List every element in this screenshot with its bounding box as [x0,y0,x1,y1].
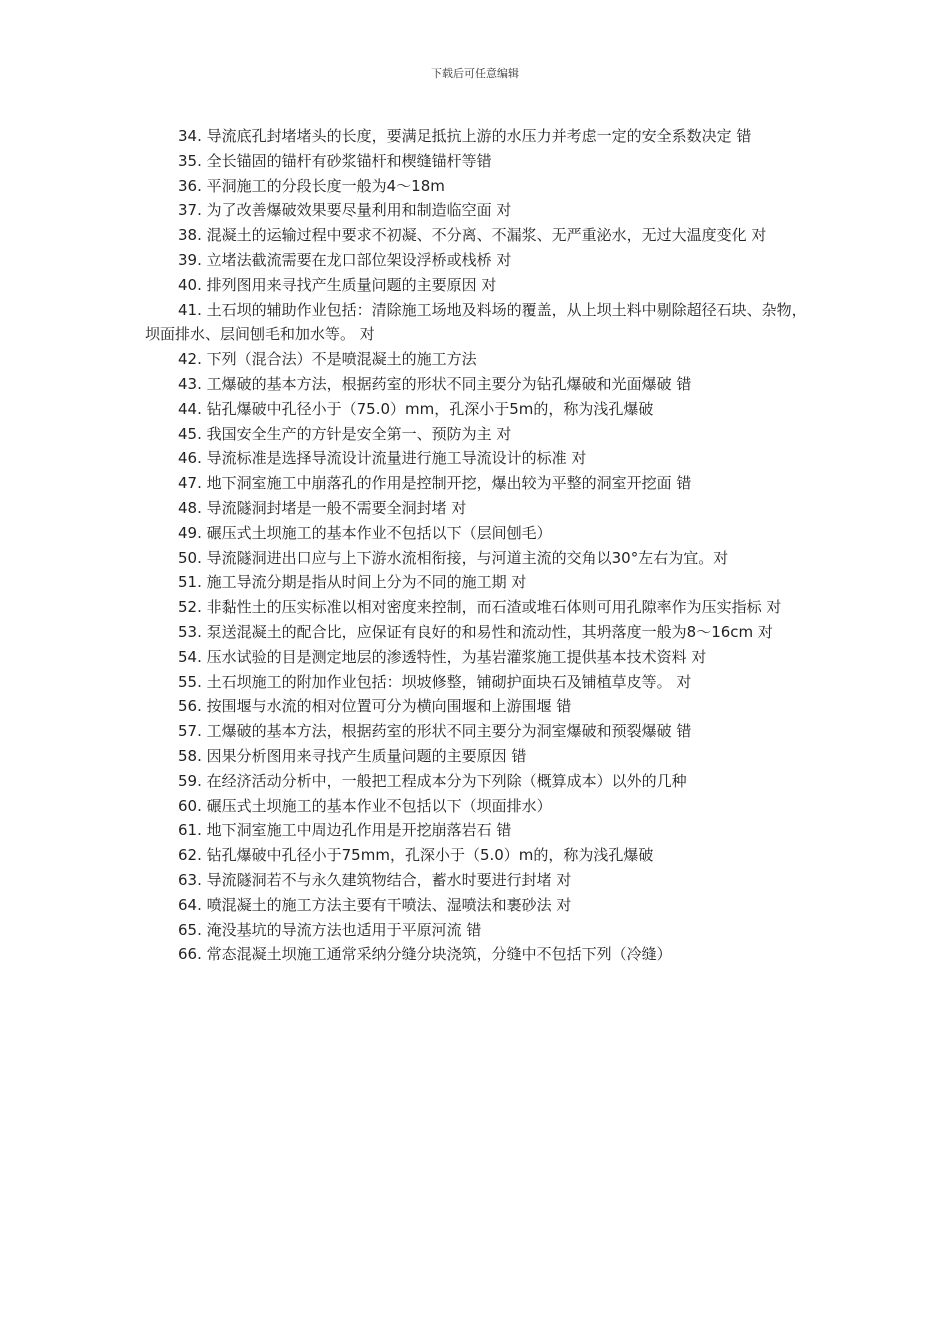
item-text: 碾压式土坝施工的基本作业不包括以下（层间刨毛） [206,523,552,542]
item-text: 工爆破的基本方法，根据药室的形状不同主要分为钻孔爆破和光面爆破 错 [206,374,692,393]
item-text: 全长锚固的锚杆有砂浆锚杆和楔缝锚杆等错 [206,151,492,170]
item-text: 导流标准是选择导流设计流量进行施工导流设计的标准 对 [206,449,587,468]
item-number: 50. [178,548,202,567]
item-number: 61. [178,821,202,840]
list-item [145,198,810,223]
item-number: 48. [178,498,202,517]
item-text: 喷混凝土的施工方法主要有干喷法、湿喷法和裹砂法 对 [206,895,572,914]
item-number: 66. [178,945,202,964]
list-item [145,670,810,695]
item-number: 43. [178,374,202,393]
item-text: 钻孔爆破中孔径小于（75.0）mm，孔深小于5m的，称为浅孔爆破 [206,399,654,418]
item-number: 51. [178,573,202,592]
item-text: 工爆破的基本方法，根据药室的形状不同主要分为洞室爆破和预裂爆破 错 [206,722,692,741]
list-item [145,446,810,471]
list-item [145,918,810,943]
list-item [145,422,810,447]
item-number: 37. [178,201,202,220]
item-number: 44. [178,399,202,418]
item-text: 非黏性土的压实标准以相对密度来控制，而石渣或堆石体则可用孔隙率作为压实指标 对 [206,598,782,617]
list-item [145,570,810,595]
item-text: 钻孔爆破中孔径小于75mm，孔深小于（5.0）m的，称为浅孔爆破 [206,846,654,865]
list-item [145,595,810,620]
item-text: 压水试验的目是测定地层的渗透特性，为基岩灌浆施工提供基本技术资料 对 [206,647,707,666]
item-number: 57. [178,722,202,741]
item-number: 40. [178,275,202,294]
list-item [145,694,810,719]
item-number: 45. [178,424,202,443]
list-item [145,248,810,273]
item-number: 34. [178,127,202,145]
item-text: 导流底孔封堵堵头的长度，要满足抵抗上游的水压力并考虑一定的安全系数决定 错 [206,127,752,145]
list-item [145,843,810,868]
list-item [145,769,810,794]
item-text: 碾压式土坝施工的基本作业不包括以下（坝面排水） [206,796,552,815]
item-text: 我国安全生产的方针是安全第一、预防为主 对 [206,424,512,443]
list-item [145,372,810,397]
item-number: 38. [178,226,202,245]
list-item [145,719,810,744]
list-item [145,546,810,571]
item-text: 立堵法截流需要在龙口部位架设浮桥或栈桥 对 [206,250,512,269]
list-item [145,496,810,521]
item-text: 常态混凝土坝施工通常采纳分缝分块浇筑，分缝中不包括下列（冷缝） [206,945,672,964]
item-number: 52. [178,598,202,617]
item-number: 62. [178,846,202,865]
list-item [145,347,810,372]
item-text: 因果分析图用来寻找产生质量问题的主要原因 错 [206,746,527,765]
item-text: 地下洞室施工中周边孔作用是开挖崩落岩石 错 [206,821,512,840]
list-item [145,149,810,174]
item-number: 46. [178,449,202,468]
question-list [145,124,810,967]
item-number: 47. [178,474,202,493]
item-text: 导流隧洞封堵是一般不需要全洞封堵 对 [206,498,467,517]
item-number: 39. [178,250,202,269]
item-number: 64. [178,895,202,914]
item-number: 55. [178,672,202,691]
list-item [145,744,810,769]
item-number: 35. [178,151,202,170]
item-text: 淹没基坑的导流方法也适用于平原河流 错 [206,920,482,939]
list-item [145,893,810,918]
item-number: 36. [178,176,202,195]
item-text: 导流隧洞若不与永久建筑物结合，蓄水时要进行封堵 对 [206,870,572,889]
item-text: 平洞施工的分段长度一般为4～18m [206,176,445,195]
list-item [145,471,810,496]
item-number: 65. [178,920,202,939]
item-text: 导流隧洞进出口应与上下游水流相衔接，与河道主流的交角以30°左右为宜。对 [206,548,729,567]
item-number: 54. [178,647,202,666]
item-text: 排列图用来寻找产生质量问题的主要原因 对 [206,275,497,294]
item-number: 58. [178,746,202,765]
item-number: 63. [178,870,202,889]
item-text: 土石坝施工的附加作业包括：坝坡修整，铺砌护面块石及铺植草皮等。 对 [206,672,692,691]
list-item [145,124,810,149]
item-text: 泵送混凝土的配合比，应保证有良好的和易性和流动性，其坍落度一般为8～16cm 对 [206,622,773,641]
item-text: 地下洞室施工中崩落孔的作用是控制开挖，爆出较为平整的洞室开挖面 错 [206,474,692,493]
list-item [145,174,810,199]
item-number: 56. [178,697,202,716]
list-item [145,521,810,546]
item-number: 41. [178,300,202,319]
item-text: 在经济活动分析中，一般把工程成本分为下列除（概算成本）以外的几种 [206,771,687,790]
item-text: 下列（混合法）不是喷混凝土的施工方法 [206,350,477,369]
item-number: 60. [178,796,202,815]
list-item [145,273,810,298]
list-item [145,298,810,348]
item-number: 42. [178,350,202,369]
list-item [145,620,810,645]
item-text: 施工导流分期是指从时间上分为不同的施工期 对 [206,573,527,592]
item-text: 为了改善爆破效果要尽量利用和制造临空面 对 [206,201,512,220]
item-text: 按围堰与水流的相对位置可分为横向围堰和上游围堰 错 [206,697,572,716]
item-number: 53. [178,622,202,641]
list-item [145,223,810,248]
item-number: 59. [178,771,202,790]
list-item [145,868,810,893]
list-item [145,794,810,819]
item-text: 混凝土的运输过程中要求不初凝、不分离、不漏浆、无严重泌水，无过大温度变化 对 [206,226,767,245]
item-text: 土石坝的辅助作业包括：清除施工场地及料场的覆盖，从上坝土料中剔除超径石块、杂物，坝面排水、层间刨毛和加水等。 对 [145,300,807,344]
list-item [145,645,810,670]
list-item [145,397,810,422]
page-header: 下载后可任意编辑 [431,67,519,80]
item-number: 49. [178,523,202,542]
list-item [145,818,810,843]
list-item [145,942,810,967]
